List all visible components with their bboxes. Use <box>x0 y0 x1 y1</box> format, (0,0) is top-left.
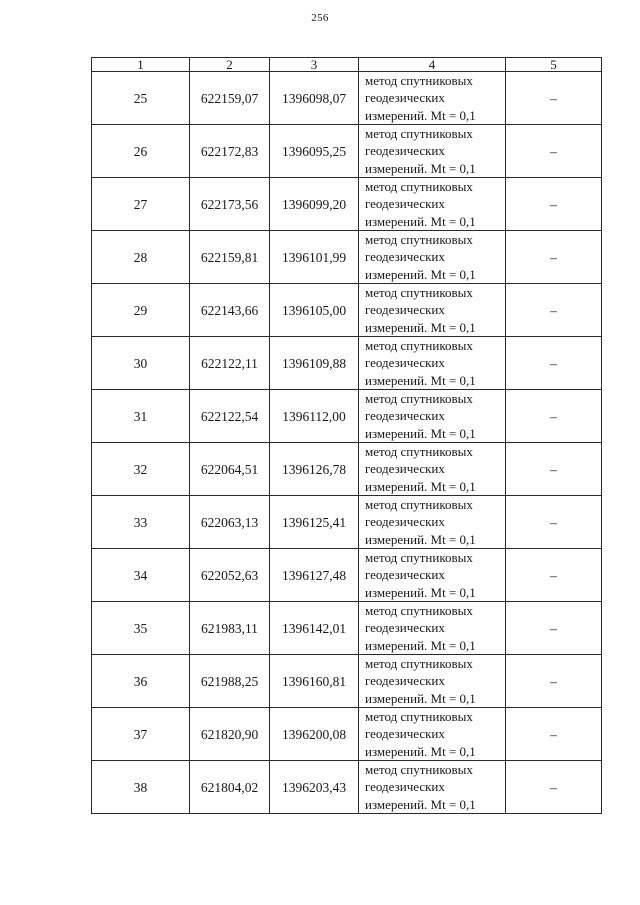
y-coordinate-cell: 1396127,48 <box>270 549 359 602</box>
table-row <box>92 231 602 284</box>
method-line-1: метод спутниковых <box>365 709 473 725</box>
point-number-cell: 34 <box>92 549 190 602</box>
method-line-1: метод спутниковых <box>365 73 473 89</box>
method-line-2: геодезических <box>365 567 445 583</box>
method-cell <box>359 549 506 602</box>
point-number-cell: 32 <box>92 443 190 496</box>
point-number-cell: 31 <box>92 390 190 443</box>
method-cell <box>359 655 506 708</box>
method-line-3: измерений. Mt = 0,1 <box>365 213 476 229</box>
table-row <box>92 602 602 655</box>
table-row <box>92 125 602 178</box>
y-coordinate-cell: 1396099,20 <box>270 178 359 231</box>
x-coordinate-cell: 622173,56 <box>190 178 270 231</box>
method-line-3: измерений. Mt = 0,1 <box>365 743 476 759</box>
method-line-3: измерений. Mt = 0,1 <box>365 107 476 123</box>
method-line-2: геодезических <box>365 726 445 742</box>
method-line-2: геодезических <box>365 143 445 159</box>
table-row <box>92 178 602 231</box>
table-row <box>92 443 602 496</box>
method-cell <box>359 337 506 390</box>
method-line-1: метод спутниковых <box>365 603 473 619</box>
method-line-1: метод спутниковых <box>365 762 473 778</box>
table-row <box>92 390 602 443</box>
method-line-1: метод спутниковых <box>365 338 473 354</box>
method-line-3: измерений. Mt = 0,1 <box>365 160 476 176</box>
method-line-1: метод спутниковых <box>365 444 473 460</box>
table-row <box>92 496 602 549</box>
point-number-cell: 35 <box>92 602 190 655</box>
method-line-3: измерений. Mt = 0,1 <box>365 372 476 388</box>
header-cell-2: 2 <box>190 58 270 72</box>
y-coordinate-cell: 1396095,25 <box>270 125 359 178</box>
y-coordinate-cell: 1396126,78 <box>270 443 359 496</box>
table-row <box>92 655 602 708</box>
column-5-cell: – <box>506 602 602 655</box>
method-line-1: метод спутниковых <box>365 497 473 513</box>
point-number-cell: 26 <box>92 125 190 178</box>
table-row <box>92 284 602 337</box>
method-line-2: геодезических <box>365 355 445 371</box>
header-cell-5: 5 <box>506 58 602 72</box>
coordinates-table <box>91 57 602 814</box>
column-5-cell: – <box>506 655 602 708</box>
x-coordinate-cell: 622122,54 <box>190 390 270 443</box>
column-5-cell: – <box>506 337 602 390</box>
method-line-2: геодезических <box>365 514 445 530</box>
method-line-3: измерений. Mt = 0,1 <box>365 425 476 441</box>
method-line-2: геодезических <box>365 408 445 424</box>
point-number-cell: 38 <box>92 761 190 814</box>
table-row <box>92 761 602 814</box>
method-line-2: геодезических <box>365 779 445 795</box>
column-5-cell: – <box>506 390 602 443</box>
method-line-2: геодезических <box>365 620 445 636</box>
table-row <box>92 337 602 390</box>
column-5-cell: – <box>506 231 602 284</box>
method-line-2: геодезических <box>365 196 445 212</box>
method-line-3: измерений. Mt = 0,1 <box>365 478 476 494</box>
header-cell-1: 1 <box>92 58 190 72</box>
method-line-1: метод спутниковых <box>365 391 473 407</box>
y-coordinate-cell: 1396109,88 <box>270 337 359 390</box>
header-cell-4: 4 <box>359 58 506 72</box>
x-coordinate-cell: 622122,11 <box>190 337 270 390</box>
y-coordinate-cell: 1396200,08 <box>270 708 359 761</box>
y-coordinate-cell: 1396098,07 <box>270 72 359 125</box>
table-row <box>92 708 602 761</box>
point-number-cell: 36 <box>92 655 190 708</box>
x-coordinate-cell: 621804,02 <box>190 761 270 814</box>
method-line-1: метод спутниковых <box>365 550 473 566</box>
method-cell <box>359 284 506 337</box>
method-line-2: геодезических <box>365 249 445 265</box>
x-coordinate-cell: 622172,83 <box>190 125 270 178</box>
y-coordinate-cell: 1396203,43 <box>270 761 359 814</box>
y-coordinate-cell: 1396160,81 <box>270 655 359 708</box>
method-line-1: метод спутниковых <box>365 285 473 301</box>
point-number-cell: 28 <box>92 231 190 284</box>
y-coordinate-cell: 1396125,41 <box>270 496 359 549</box>
y-coordinate-cell: 1396112,00 <box>270 390 359 443</box>
point-number-cell: 30 <box>92 337 190 390</box>
header-row <box>92 58 602 72</box>
x-coordinate-cell: 622159,81 <box>190 231 270 284</box>
method-line-1: метод спутниковых <box>365 232 473 248</box>
method-line-1: метод спутниковых <box>365 126 473 142</box>
x-coordinate-cell: 622064,51 <box>190 443 270 496</box>
table-header <box>92 58 602 72</box>
x-coordinate-cell: 622159,07 <box>190 72 270 125</box>
method-line-3: измерений. Mt = 0,1 <box>365 690 476 706</box>
y-coordinate-cell: 1396142,01 <box>270 602 359 655</box>
method-cell <box>359 708 506 761</box>
column-5-cell: – <box>506 125 602 178</box>
method-line-3: измерений. Mt = 0,1 <box>365 637 476 653</box>
method-cell <box>359 125 506 178</box>
x-coordinate-cell: 621983,11 <box>190 602 270 655</box>
point-number-cell: 27 <box>92 178 190 231</box>
column-5-cell: – <box>506 443 602 496</box>
point-number-cell: 37 <box>92 708 190 761</box>
x-coordinate-cell: 622063,13 <box>190 496 270 549</box>
method-line-2: геодезических <box>365 673 445 689</box>
column-5-cell: – <box>506 496 602 549</box>
point-number-cell: 25 <box>92 72 190 125</box>
point-number-cell: 33 <box>92 496 190 549</box>
method-line-3: измерений. Mt = 0,1 <box>365 531 476 547</box>
method-line-1: метод спутниковых <box>365 179 473 195</box>
method-line-2: геодезических <box>365 90 445 106</box>
x-coordinate-cell: 621820,90 <box>190 708 270 761</box>
method-line-2: геодезических <box>365 461 445 477</box>
column-5-cell: – <box>506 178 602 231</box>
x-coordinate-cell: 622052,63 <box>190 549 270 602</box>
column-5-cell: – <box>506 284 602 337</box>
table-row <box>92 72 602 125</box>
table-body <box>92 72 602 814</box>
method-line-3: измерений. Mt = 0,1 <box>365 266 476 282</box>
column-5-cell: – <box>506 761 602 814</box>
method-line-3: измерений. Mt = 0,1 <box>365 584 476 600</box>
method-line-3: измерений. Mt = 0,1 <box>365 319 476 335</box>
method-cell <box>359 443 506 496</box>
point-number-cell: 29 <box>92 284 190 337</box>
y-coordinate-cell: 1396105,00 <box>270 284 359 337</box>
method-cell <box>359 178 506 231</box>
column-5-cell: – <box>506 708 602 761</box>
method-line-1: метод спутниковых <box>365 656 473 672</box>
column-5-cell: – <box>506 549 602 602</box>
method-cell <box>359 602 506 655</box>
method-line-3: измерений. Mt = 0,1 <box>365 796 476 812</box>
method-cell <box>359 496 506 549</box>
x-coordinate-cell: 621988,25 <box>190 655 270 708</box>
page-number: 256 <box>311 12 329 24</box>
table-row <box>92 549 602 602</box>
column-5-cell: – <box>506 72 602 125</box>
method-cell <box>359 231 506 284</box>
x-coordinate-cell: 622143,66 <box>190 284 270 337</box>
y-coordinate-cell: 1396101,99 <box>270 231 359 284</box>
method-cell <box>359 761 506 814</box>
method-cell <box>359 72 506 125</box>
method-line-2: геодезических <box>365 302 445 318</box>
header-cell-3: 3 <box>270 58 359 72</box>
method-cell <box>359 390 506 443</box>
